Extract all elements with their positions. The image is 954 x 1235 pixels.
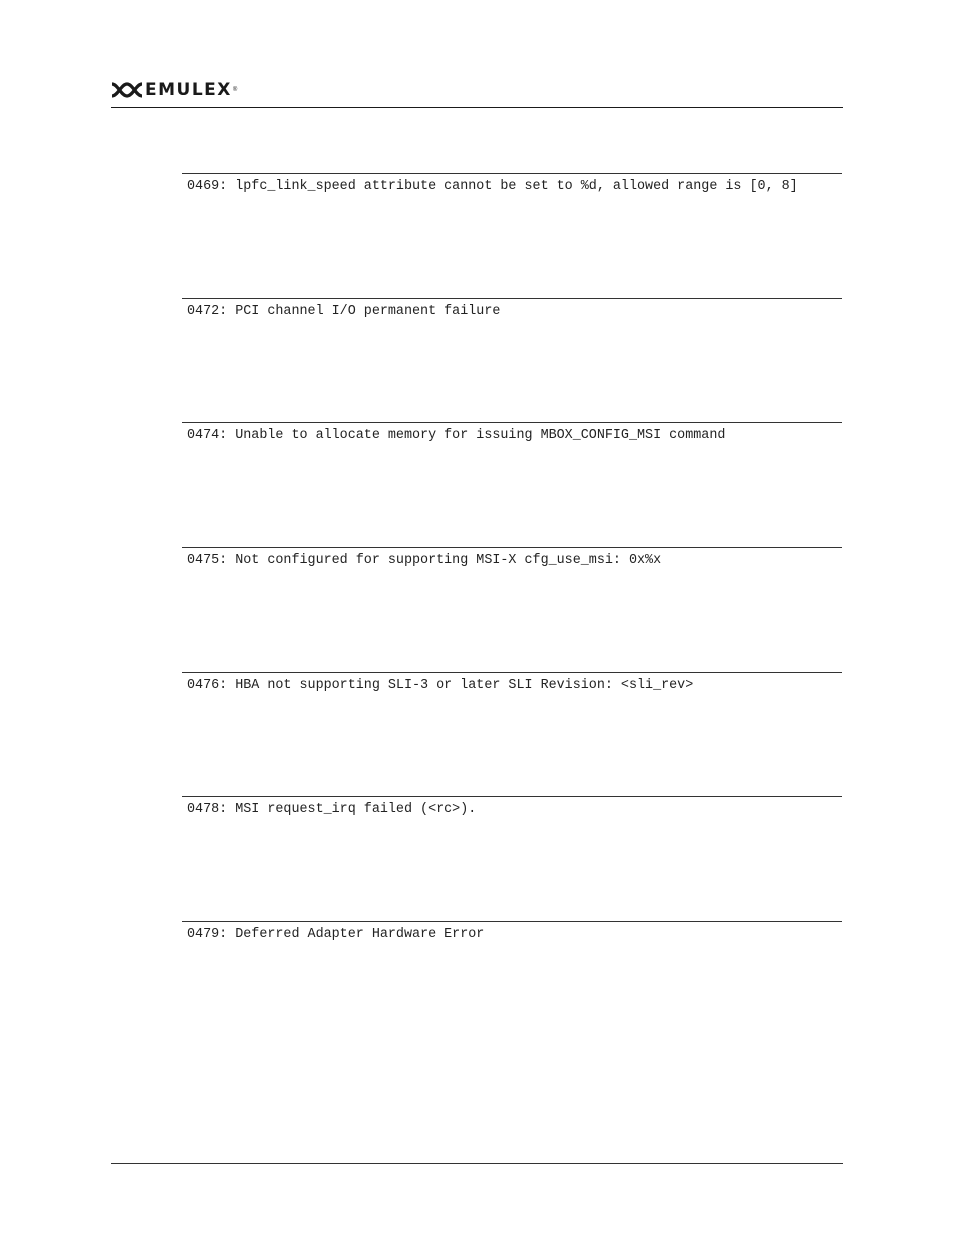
emulex-mark-icon bbox=[111, 82, 143, 98]
message-text: 0474: Unable to allocate memory for issuing MBOX_CONFIG_MSI command bbox=[187, 428, 726, 444]
message-entry bbox=[182, 298, 842, 423]
message-rule bbox=[182, 422, 842, 423]
message-entry bbox=[182, 547, 842, 672]
footer-rule bbox=[111, 1163, 843, 1164]
message-rule bbox=[182, 547, 842, 548]
message-list bbox=[182, 173, 842, 1046]
message-text: 0469: lpfc_link_speed attribute cannot be set to %d, allowed range is [0, 8] bbox=[187, 179, 798, 194]
message-text: 0472: PCI channel I/O permanent failure bbox=[187, 303, 501, 319]
message-rule bbox=[182, 298, 842, 299]
logo-text: EMULEX bbox=[145, 80, 232, 100]
message-entry bbox=[182, 173, 842, 298]
page-header bbox=[111, 78, 843, 109]
emulex-logo bbox=[111, 80, 237, 100]
message-rule bbox=[182, 796, 842, 797]
message-text: 0479: Deferred Adapter Hardware Error bbox=[187, 927, 485, 943]
message-text: 0478: MSI request_irq failed (<rc>). bbox=[187, 802, 477, 818]
header-rule bbox=[111, 107, 843, 108]
trademark-mark: ® bbox=[232, 87, 238, 93]
message-entry bbox=[182, 422, 842, 547]
message-text: 0476: HBA not supporting SLI-3 or later SLI Revision: <sli_rev> bbox=[187, 677, 694, 693]
message-rule bbox=[182, 921, 842, 922]
message-entry bbox=[182, 672, 842, 797]
message-text: 0475: Not configured for supporting MSI-X cfg_use_msi: 0x%x bbox=[187, 553, 662, 569]
message-entry bbox=[182, 796, 842, 921]
message-rule bbox=[182, 173, 842, 174]
message-rule bbox=[182, 672, 842, 673]
message-entry bbox=[182, 921, 842, 1046]
